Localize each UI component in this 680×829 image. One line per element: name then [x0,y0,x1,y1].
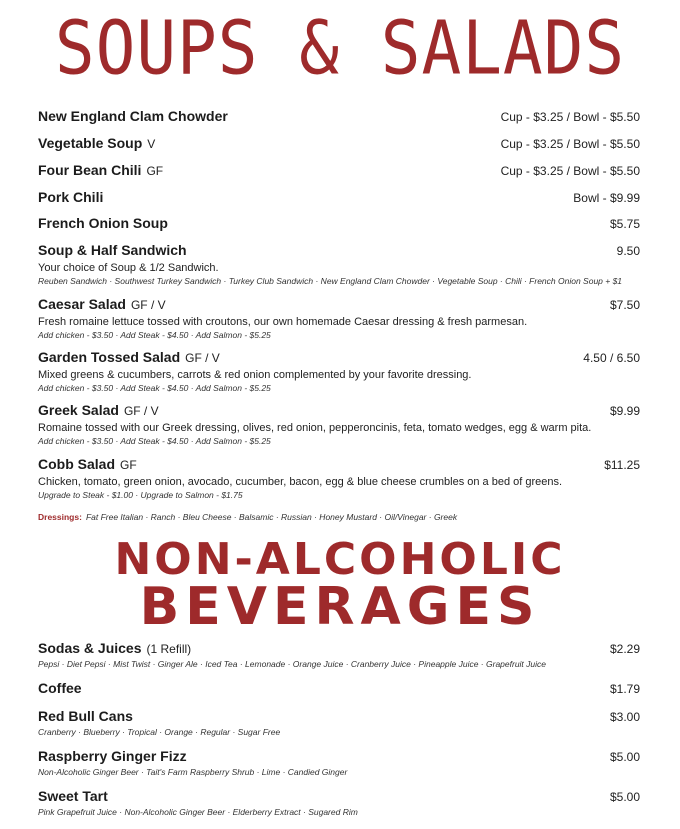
item-options: Upgrade to Steak - $1.00 · Upgrade to Salmon - $1.75 [38,490,243,500]
item-description: Chicken, tomato, green onion, avocado, cucumber, bacon, egg & blue cheese crumbles on a bed of greens. [38,476,563,488]
item-price: $9.99 [609,404,640,418]
menu-item [38,748,640,778]
item-name: Sodas & Juices [38,640,142,656]
item-name: Caesar Salad [38,296,126,312]
diet-tag: GF [146,164,164,178]
item-price: Cup - $3.25 / Bowl - $5.50 [500,164,640,178]
item-price: Bowl - $9.99 [573,191,640,205]
item-name: Cobb Salad [38,456,116,472]
menu-item [38,680,640,698]
item-price: $5.75 [609,217,640,231]
menu-item [38,349,640,394]
item-options: Add chicken - $3.50 · Add Steak - $4.50 · Add Salmon - $5.25 [38,436,271,446]
item-price: $7.50 [609,298,640,312]
item-price: $2.29 [609,642,640,656]
item-name: Vegetable Soup [38,135,143,151]
menu-item [38,640,640,670]
section-title-beverages: BEVERAGES [139,577,541,637]
item-name: Sweet Tart [38,788,108,804]
item-name: Pork Chili [38,189,104,205]
section-title-non-alcoholic: NON-ALCOHOLIC [114,534,566,585]
item-price: $3.00 [609,710,640,724]
item-options: Non-Alcoholic Ginger Beer · Tait's Farm Raspberry Shrub · Lime · Candied Ginger [38,767,348,777]
item-price: $5.00 [609,790,640,804]
item-note: (1 Refill) [146,642,192,656]
item-description: Fresh romaine lettuce tossed with croutons, our own homemade Caesar dressing & fresh parmesan. [38,316,528,328]
menu-item [38,135,640,153]
item-name: Red Bull Cans [38,708,133,724]
item-options: Pink Grapefruit Juice · Non-Alcoholic Ginger Beer · Elderberry Extract · Sugared Rim [38,807,358,817]
item-name: New England Clam Chowder [38,108,228,124]
diet-tag: GF / V [185,351,220,365]
item-options: Reuben Sandwich · Southwest Turkey Sandwich · Turkey Club Sandwich · New England Clam Chowder · Vegetable Soup · Chili · French Onion Soup + $1 [38,276,623,286]
item-options: Cranberry · Blueberry · Tropical · Orange · Regular · Sugar Free [38,727,281,737]
item-name: Soup & Half Sandwich [38,242,187,258]
item-price: Cup - $3.25 / Bowl - $5.50 [500,110,640,124]
menu-item [38,189,640,207]
diet-tag: V [147,137,156,151]
item-price: Cup - $3.25 / Bowl - $5.50 [500,137,640,151]
item-name: French Onion Soup [38,215,168,231]
menu-item [38,296,640,341]
diet-tag: GF / V [130,298,166,312]
item-name: Raspberry Ginger Fizz [38,748,187,764]
dressings-label: Dressings: [38,512,82,522]
menu-item [38,242,640,287]
item-options: Add chicken - $3.50 · Add Steak - $4.50 · Add Salmon - $5.25 [38,383,271,393]
item-options: Pepsi · Diet Pepsi · Mist Twist · Ginger Ale · Iced Tea · Lemonade · Orange Juice · Cranberry Juice · Pineapple Juice · Grapefruit Juice [38,659,546,669]
item-price: $1.79 [609,682,640,696]
section-title-soups-salads: SOUPS & SALADS [54,5,626,92]
item-price: 4.50 / 6.50 [583,351,640,365]
menu-item [38,456,640,501]
item-options: Add chicken - $3.50 · Add Steak - $4.50 · Add Salmon - $5.25 [38,330,271,340]
dressings-list [38,512,640,522]
item-description: Mixed greens & cucumbers, carrots & red onion complemented by your favorite dressing. [38,369,472,381]
item-name: Coffee [38,680,82,696]
diet-tag: GF [120,458,137,472]
menu-item [38,108,640,126]
item-description: Your choice of Soup & 1/2 Sandwich. [38,262,219,274]
menu-item [38,708,640,738]
menu-item [38,162,640,180]
dressings-options: Fat Free Italian · Ranch · Bleu Cheese · Balsamic · Russian · Honey Mustard · Oil/Vinegar · Greek [85,512,458,522]
menu-item [38,215,640,233]
item-name: Garden Tossed Salad [38,349,181,365]
item-description: Romaine tossed with our Greek dressing, olives, red onion, pepperoncinis, feta, tomato wedges, egg & warm pita. [38,422,592,434]
menu-item [38,788,640,818]
item-price: 9.50 [616,244,640,258]
item-name: Four Bean Chili [38,162,142,178]
item-name: Greek Salad [38,402,119,418]
menu-item [38,402,640,447]
item-price: $5.00 [609,750,640,764]
item-price: $11.25 [604,458,640,472]
diet-tag: GF / V [123,404,159,418]
